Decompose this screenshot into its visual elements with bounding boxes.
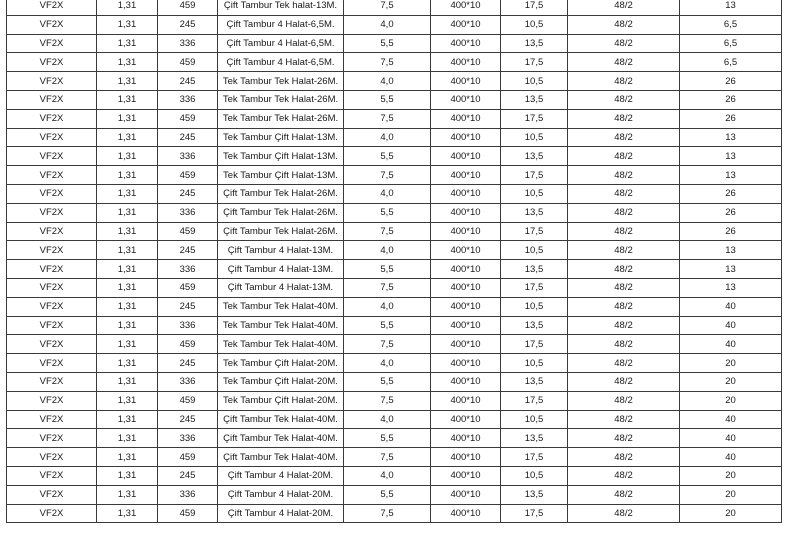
code-cell: 336 — [158, 90, 218, 109]
speed-cell: 48/2 — [568, 147, 680, 166]
code-cell: 245 — [158, 72, 218, 91]
speed-cell: 48/2 — [568, 316, 680, 335]
speed-cell: 48/2 — [568, 466, 680, 485]
length-cell: 40 — [680, 410, 782, 429]
configuration-cell: Tek Tambur Tek Halat-26M. — [218, 72, 344, 91]
code-cell: 245 — [158, 241, 218, 260]
length-cell: 40 — [680, 429, 782, 448]
configuration-cell: Çift Tambur 4 Halat-6,5M. — [218, 34, 344, 53]
size-cell: 400*10 — [431, 260, 501, 279]
length-cell: 13 — [680, 128, 782, 147]
speed-cell: 48/2 — [568, 222, 680, 241]
model-cell: VF2X — [7, 53, 97, 72]
speed-cell: 48/2 — [568, 34, 680, 53]
size-cell: 400*10 — [431, 466, 501, 485]
code-cell: 245 — [158, 354, 218, 373]
size-cell: 400*10 — [431, 147, 501, 166]
size-cell: 400*10 — [431, 335, 501, 354]
size-cell: 400*10 — [431, 372, 501, 391]
length-cell: 26 — [680, 90, 782, 109]
speed-cell: 48/2 — [568, 15, 680, 34]
current-cell: 13,5 — [501, 90, 568, 109]
code-cell: 459 — [158, 222, 218, 241]
current-cell: 10,5 — [501, 466, 568, 485]
ratio-cell: 1,31 — [97, 241, 158, 260]
length-cell: 26 — [680, 109, 782, 128]
length-cell: 6,5 — [680, 53, 782, 72]
current-cell: 10,5 — [501, 410, 568, 429]
power-cell: 7,5 — [344, 335, 431, 354]
table-row — [7, 222, 782, 241]
table-row — [7, 466, 782, 485]
configuration-cell: Tek Tambur Çift Halat-20M. — [218, 391, 344, 410]
power-cell: 5,5 — [344, 429, 431, 448]
speed-cell: 48/2 — [568, 278, 680, 297]
table-row — [7, 72, 782, 91]
power-cell: 5,5 — [344, 147, 431, 166]
table-row — [7, 203, 782, 222]
table-row — [7, 278, 782, 297]
current-cell: 10,5 — [501, 297, 568, 316]
code-cell: 336 — [158, 485, 218, 504]
ratio-cell: 1,31 — [97, 354, 158, 373]
model-cell: VF2X — [7, 0, 97, 15]
power-cell: 4,0 — [344, 297, 431, 316]
table-row — [7, 485, 782, 504]
size-cell: 400*10 — [431, 15, 501, 34]
current-cell: 17,5 — [501, 335, 568, 354]
configuration-cell: Çift Tambur 4 Halat-13M. — [218, 278, 344, 297]
current-cell: 13,5 — [501, 316, 568, 335]
configuration-cell: Tek Tambur Tek Halat-26M. — [218, 90, 344, 109]
size-cell: 400*10 — [431, 429, 501, 448]
current-cell: 17,5 — [501, 448, 568, 467]
length-cell: 26 — [680, 184, 782, 203]
model-cell: VF2X — [7, 147, 97, 166]
code-cell: 245 — [158, 466, 218, 485]
power-cell: 4,0 — [344, 354, 431, 373]
length-cell: 40 — [680, 316, 782, 335]
code-cell: 245 — [158, 128, 218, 147]
size-cell: 400*10 — [431, 504, 501, 523]
configuration-cell: Tek Tambur Çift Halat-13M. — [218, 147, 344, 166]
configuration-cell: Tek Tambur Tek Halat-40M. — [218, 297, 344, 316]
code-cell: 459 — [158, 335, 218, 354]
speed-cell: 48/2 — [568, 504, 680, 523]
power-cell: 7,5 — [344, 504, 431, 523]
power-cell: 5,5 — [344, 90, 431, 109]
current-cell: 13,5 — [501, 485, 568, 504]
power-cell: 4,0 — [344, 72, 431, 91]
power-cell: 4,0 — [344, 184, 431, 203]
current-cell: 10,5 — [501, 15, 568, 34]
power-cell: 5,5 — [344, 34, 431, 53]
model-cell: VF2X — [7, 316, 97, 335]
length-cell: 26 — [680, 222, 782, 241]
ratio-cell: 1,31 — [97, 34, 158, 53]
ratio-cell: 1,31 — [97, 53, 158, 72]
speed-cell: 48/2 — [568, 391, 680, 410]
size-cell: 400*10 — [431, 184, 501, 203]
size-cell: 400*10 — [431, 278, 501, 297]
model-cell: VF2X — [7, 166, 97, 185]
table-row — [7, 53, 782, 72]
table-row — [7, 372, 782, 391]
table-row — [7, 184, 782, 203]
ratio-cell: 1,31 — [97, 504, 158, 523]
table-row — [7, 109, 782, 128]
power-cell: 5,5 — [344, 316, 431, 335]
length-cell: 13 — [680, 241, 782, 260]
code-cell: 459 — [158, 166, 218, 185]
configuration-cell: Çift Tambur 4 Halat-20M. — [218, 504, 344, 523]
current-cell: 17,5 — [501, 278, 568, 297]
configuration-cell: Çift Tambur Tek halat-13M. — [218, 0, 344, 15]
table-row — [7, 297, 782, 316]
length-cell: 13 — [680, 166, 782, 185]
configuration-cell: Tek Tambur Çift Halat-13M. — [218, 166, 344, 185]
ratio-cell: 1,31 — [97, 184, 158, 203]
size-cell: 400*10 — [431, 222, 501, 241]
configuration-cell: Tek Tambur Çift Halat-20M. — [218, 372, 344, 391]
table-row — [7, 0, 782, 15]
configuration-cell: Çift Tambur 4 Halat-20M. — [218, 485, 344, 504]
size-cell: 400*10 — [431, 391, 501, 410]
power-cell: 5,5 — [344, 372, 431, 391]
model-cell: VF2X — [7, 184, 97, 203]
table-row — [7, 241, 782, 260]
speed-cell: 48/2 — [568, 260, 680, 279]
model-cell: VF2X — [7, 109, 97, 128]
ratio-cell: 1,31 — [97, 372, 158, 391]
table-row — [7, 316, 782, 335]
model-cell: VF2X — [7, 34, 97, 53]
configuration-cell: Çift Tambur Tek Halat-40M. — [218, 429, 344, 448]
size-cell: 400*10 — [431, 203, 501, 222]
code-cell: 245 — [158, 15, 218, 34]
table-row — [7, 504, 782, 523]
code-cell: 336 — [158, 260, 218, 279]
speed-cell: 48/2 — [568, 297, 680, 316]
speed-cell: 48/2 — [568, 372, 680, 391]
table-row — [7, 448, 782, 467]
power-cell: 7,5 — [344, 53, 431, 72]
ratio-cell: 1,31 — [97, 316, 158, 335]
model-cell: VF2X — [7, 448, 97, 467]
length-cell: 20 — [680, 485, 782, 504]
model-cell: VF2X — [7, 391, 97, 410]
length-cell: 13 — [680, 278, 782, 297]
ratio-cell: 1,31 — [97, 72, 158, 91]
current-cell: 13,5 — [501, 147, 568, 166]
size-cell: 400*10 — [431, 128, 501, 147]
size-cell: 400*10 — [431, 34, 501, 53]
power-cell: 7,5 — [344, 448, 431, 467]
ratio-cell: 1,31 — [97, 128, 158, 147]
model-cell: VF2X — [7, 128, 97, 147]
ratio-cell: 1,31 — [97, 278, 158, 297]
code-cell: 336 — [158, 372, 218, 391]
speed-cell: 48/2 — [568, 128, 680, 147]
length-cell: 40 — [680, 297, 782, 316]
size-cell: 400*10 — [431, 410, 501, 429]
power-cell: 4,0 — [344, 410, 431, 429]
model-cell: VF2X — [7, 90, 97, 109]
current-cell: 10,5 — [501, 128, 568, 147]
power-cell: 4,0 — [344, 128, 431, 147]
code-cell: 336 — [158, 429, 218, 448]
model-cell: VF2X — [7, 241, 97, 260]
ratio-cell: 1,31 — [97, 297, 158, 316]
configuration-cell: Çift Tambur 4 Halat-6,5M. — [218, 53, 344, 72]
ratio-cell: 1,31 — [97, 222, 158, 241]
code-cell: 245 — [158, 297, 218, 316]
power-cell: 4,0 — [344, 15, 431, 34]
table-row — [7, 260, 782, 279]
length-cell: 13 — [680, 260, 782, 279]
length-cell: 20 — [680, 391, 782, 410]
current-cell: 17,5 — [501, 504, 568, 523]
speed-cell: 48/2 — [568, 0, 680, 15]
code-cell: 459 — [158, 391, 218, 410]
speed-cell: 48/2 — [568, 241, 680, 260]
configuration-cell: Çift Tambur Tek Halat-40M. — [218, 410, 344, 429]
power-cell: 5,5 — [344, 485, 431, 504]
current-cell: 17,5 — [501, 109, 568, 128]
current-cell: 10,5 — [501, 354, 568, 373]
speed-cell: 48/2 — [568, 53, 680, 72]
model-cell: VF2X — [7, 372, 97, 391]
table-row — [7, 15, 782, 34]
size-cell: 400*10 — [431, 316, 501, 335]
model-cell: VF2X — [7, 466, 97, 485]
ratio-cell: 1,31 — [97, 335, 158, 354]
code-cell: 459 — [158, 504, 218, 523]
code-cell: 336 — [158, 203, 218, 222]
power-cell: 5,5 — [344, 260, 431, 279]
spec-table-container — [6, 0, 782, 523]
speed-cell: 48/2 — [568, 485, 680, 504]
length-cell: 13 — [680, 0, 782, 15]
size-cell: 400*10 — [431, 109, 501, 128]
speed-cell: 48/2 — [568, 429, 680, 448]
power-cell: 4,0 — [344, 466, 431, 485]
code-cell: 336 — [158, 147, 218, 166]
code-cell: 459 — [158, 278, 218, 297]
current-cell: 17,5 — [501, 391, 568, 410]
size-cell: 400*10 — [431, 297, 501, 316]
length-cell: 6,5 — [680, 34, 782, 53]
size-cell: 400*10 — [431, 354, 501, 373]
size-cell: 400*10 — [431, 166, 501, 185]
current-cell: 10,5 — [501, 72, 568, 91]
table-row — [7, 335, 782, 354]
speed-cell: 48/2 — [568, 335, 680, 354]
speed-cell: 48/2 — [568, 184, 680, 203]
configuration-cell: Tek Tambur Tek Halat-40M. — [218, 335, 344, 354]
configuration-cell: Çift Tambur 4 Halat-13M. — [218, 260, 344, 279]
speed-cell: 48/2 — [568, 109, 680, 128]
model-cell: VF2X — [7, 222, 97, 241]
model-cell: VF2X — [7, 278, 97, 297]
ratio-cell: 1,31 — [97, 485, 158, 504]
table-row — [7, 354, 782, 373]
ratio-cell: 1,31 — [97, 448, 158, 467]
ratio-cell: 1,31 — [97, 166, 158, 185]
power-cell: 4,0 — [344, 241, 431, 260]
ratio-cell: 1,31 — [97, 391, 158, 410]
model-cell: VF2X — [7, 504, 97, 523]
code-cell: 336 — [158, 34, 218, 53]
speed-cell: 48/2 — [568, 203, 680, 222]
configuration-cell: Tek Tambur Tek Halat-40M. — [218, 316, 344, 335]
model-cell: VF2X — [7, 335, 97, 354]
size-cell: 400*10 — [431, 241, 501, 260]
code-cell: 459 — [158, 53, 218, 72]
code-cell: 459 — [158, 109, 218, 128]
speed-cell: 48/2 — [568, 72, 680, 91]
model-cell: VF2X — [7, 260, 97, 279]
model-cell: VF2X — [7, 72, 97, 91]
size-cell: 400*10 — [431, 0, 501, 15]
size-cell: 400*10 — [431, 90, 501, 109]
table-row — [7, 147, 782, 166]
table-row — [7, 90, 782, 109]
length-cell: 40 — [680, 335, 782, 354]
speed-cell: 48/2 — [568, 448, 680, 467]
table-row — [7, 429, 782, 448]
power-cell: 5,5 — [344, 203, 431, 222]
current-cell: 17,5 — [501, 53, 568, 72]
configuration-cell: Çift Tambur 4 Halat-13M. — [218, 241, 344, 260]
power-cell: 7,5 — [344, 0, 431, 15]
configuration-cell: Tek Tambur Tek Halat-26M. — [218, 109, 344, 128]
length-cell: 13 — [680, 147, 782, 166]
ratio-cell: 1,31 — [97, 466, 158, 485]
code-cell: 459 — [158, 448, 218, 467]
ratio-cell: 1,31 — [97, 15, 158, 34]
length-cell: 6,5 — [680, 15, 782, 34]
model-cell: VF2X — [7, 297, 97, 316]
model-cell: VF2X — [7, 410, 97, 429]
model-cell: VF2X — [7, 485, 97, 504]
model-cell: VF2X — [7, 203, 97, 222]
table-row — [7, 34, 782, 53]
table-row — [7, 166, 782, 185]
length-cell: 26 — [680, 203, 782, 222]
length-cell: 20 — [680, 372, 782, 391]
length-cell: 20 — [680, 354, 782, 373]
size-cell: 400*10 — [431, 53, 501, 72]
ratio-cell: 1,31 — [97, 0, 158, 15]
ratio-cell: 1,31 — [97, 90, 158, 109]
table-row — [7, 410, 782, 429]
ratio-cell: 1,31 — [97, 109, 158, 128]
ratio-cell: 1,31 — [97, 203, 158, 222]
power-cell: 7,5 — [344, 109, 431, 128]
ratio-cell: 1,31 — [97, 410, 158, 429]
length-cell: 26 — [680, 72, 782, 91]
current-cell: 17,5 — [501, 166, 568, 185]
current-cell: 13,5 — [501, 34, 568, 53]
power-cell: 7,5 — [344, 391, 431, 410]
code-cell: 336 — [158, 316, 218, 335]
power-cell: 7,5 — [344, 222, 431, 241]
length-cell: 20 — [680, 466, 782, 485]
current-cell: 13,5 — [501, 260, 568, 279]
configuration-cell: Tek Tambur Çift Halat-13M. — [218, 128, 344, 147]
speed-cell: 48/2 — [568, 354, 680, 373]
current-cell: 10,5 — [501, 184, 568, 203]
current-cell: 10,5 — [501, 241, 568, 260]
configuration-cell: Çift Tambur Tek Halat-26M. — [218, 222, 344, 241]
configuration-cell: Çift Tambur Tek Halat-40M. — [218, 448, 344, 467]
ratio-cell: 1,31 — [97, 147, 158, 166]
current-cell: 13,5 — [501, 429, 568, 448]
speed-cell: 48/2 — [568, 166, 680, 185]
speed-cell: 48/2 — [568, 410, 680, 429]
model-cell: VF2X — [7, 429, 97, 448]
model-cell: VF2X — [7, 354, 97, 373]
configuration-cell: Çift Tambur Tek Halat-26M. — [218, 184, 344, 203]
code-cell: 245 — [158, 410, 218, 429]
power-cell: 7,5 — [344, 166, 431, 185]
configuration-cell: Çift Tambur 4 Halat-6,5M. — [218, 15, 344, 34]
current-cell: 13,5 — [501, 203, 568, 222]
spec-table — [6, 0, 782, 523]
ratio-cell: 1,31 — [97, 260, 158, 279]
current-cell: 17,5 — [501, 222, 568, 241]
model-cell: VF2X — [7, 15, 97, 34]
configuration-cell: Çift Tambur Tek Halat-26M. — [218, 203, 344, 222]
size-cell: 400*10 — [431, 448, 501, 467]
table-row — [7, 391, 782, 410]
current-cell: 13,5 — [501, 372, 568, 391]
power-cell: 7,5 — [344, 278, 431, 297]
length-cell: 20 — [680, 504, 782, 523]
configuration-cell: Çift Tambur 4 Halat-20M. — [218, 466, 344, 485]
configuration-cell: Tek Tambur Çift Halat-20M. — [218, 354, 344, 373]
ratio-cell: 1,31 — [97, 429, 158, 448]
code-cell: 459 — [158, 0, 218, 15]
spec-table-body — [7, 0, 782, 523]
code-cell: 245 — [158, 184, 218, 203]
length-cell: 40 — [680, 448, 782, 467]
current-cell: 17,5 — [501, 0, 568, 15]
size-cell: 400*10 — [431, 72, 501, 91]
size-cell: 400*10 — [431, 485, 501, 504]
speed-cell: 48/2 — [568, 90, 680, 109]
table-row — [7, 128, 782, 147]
